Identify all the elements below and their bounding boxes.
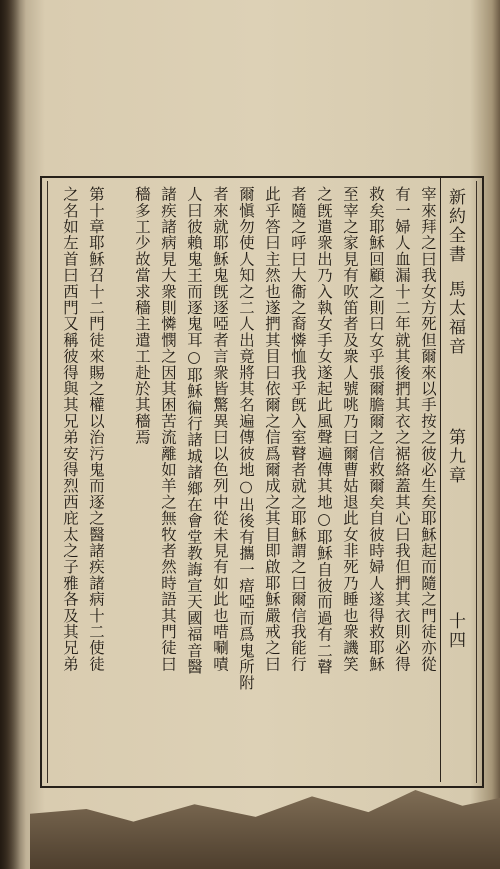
text-column-10: 人曰彼賴鬼王而逐鬼耳○耶穌徧行諸城諸鄉在會堂教誨宣天國福音醫 bbox=[185, 186, 203, 675]
text-column-3: 救矣耶穌回顧之則曰女乎張爾膽爾之信救爾矣自彼時婦人遂得救耶穌 bbox=[367, 186, 385, 672]
header-rule bbox=[440, 178, 441, 782]
text-column-11: 諸疾諸病見大衆則憐憫之因其困苦流離如羊之無牧者然時語其門徒曰 bbox=[159, 186, 177, 672]
text-column-14: 之名如左首曰西門又稱彼得與其兄弟安得烈西庇太之子雅各及其兄弟 bbox=[61, 186, 79, 672]
text-column-8: 爾愼勿使人知之二人出竟將其名遍傳彼地○出後有攜一瘖啞而爲鬼所附 bbox=[237, 186, 255, 691]
page-number: 十四 bbox=[445, 612, 465, 650]
text-column-9: 者來就耶穌鬼旣逐啞者言衆皆驚異曰以色列中從未見有如此也唶唰嘖 bbox=[211, 186, 229, 672]
chapter-heading: 第九章 bbox=[445, 428, 465, 485]
text-column-2: 有一婦人血漏十二年就其後捫其衣之裾絡蓋其心曰我但捫其衣則必得 bbox=[393, 186, 411, 672]
text-column-6: 者隨之呼曰大衞之裔憐恤我乎旣入室瞽者就之耶穌謂之曰爾信我能行 bbox=[289, 186, 307, 672]
text-column-1: 宰來拜之曰我女方死但爾來以手按之彼必生矣耶穌起而隨之門徒亦從 bbox=[419, 186, 437, 672]
text-column-4: 至宰之家見有吹笛者及衆人號咷乃曰爾曹姑退此女非死乃睡也衆譏笑 bbox=[341, 186, 359, 672]
text-column-5: 之旣遣衆出乃入執女手女遂起此風聲遍傳其地○耶穌自彼而過有二瞽 bbox=[315, 186, 333, 675]
text-column-12: 穡多工少故當求穡主遣工赴於其穡焉 bbox=[133, 186, 151, 446]
text-column-13: 第十章耶穌召十二門徒來賜之權以治污鬼而逐之醫諸疾諸病十二使徒 bbox=[87, 186, 105, 672]
book-spine-shadow bbox=[0, 0, 26, 869]
text-column-7: 此乎答曰主然也遂捫其目曰依爾之信爲爾成之其目即啟耶穌嚴戒之曰 bbox=[263, 186, 281, 672]
gospel-title: 馬太福音 bbox=[445, 280, 465, 356]
book-title: 新約全書 bbox=[445, 188, 465, 264]
